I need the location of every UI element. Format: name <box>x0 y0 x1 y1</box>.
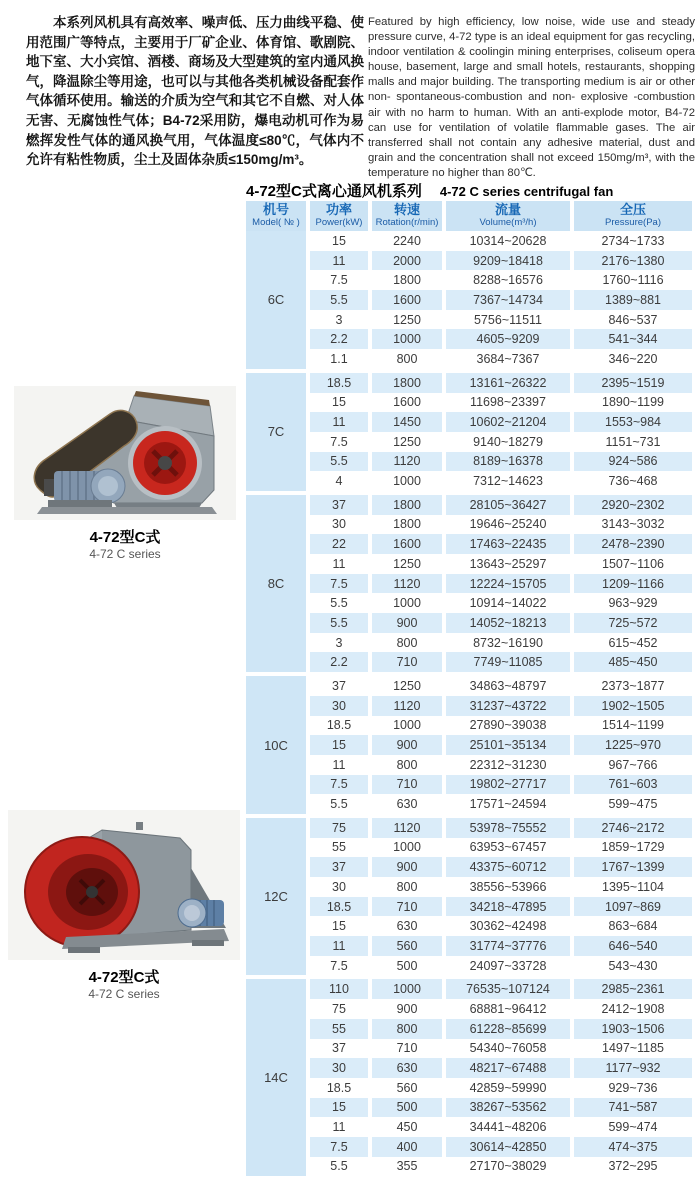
volume-cell: 61228~85699 <box>446 1019 570 1039</box>
table-row <box>246 818 692 838</box>
power-cell: 11 <box>310 554 368 574</box>
rotation-cell: 900 <box>372 613 442 633</box>
table-row <box>246 1098 692 1118</box>
pressure-cell: 2920~2302 <box>574 495 692 515</box>
pressure-cell: 474~375 <box>574 1137 692 1157</box>
pressure-cell: 2176~1380 <box>574 251 692 271</box>
volume-cell: 31774~37776 <box>446 936 570 956</box>
rotation-cell: 710 <box>372 1039 442 1059</box>
volume-cell: 43375~60712 <box>446 857 570 877</box>
table-row <box>246 1039 692 1059</box>
col-header-rotation-en: Rotation(r/min) <box>375 217 439 228</box>
volume-cell: 8732~16190 <box>446 633 570 653</box>
rotation-cell: 2000 <box>372 251 442 271</box>
pressure-cell: 1760~1116 <box>574 270 692 290</box>
power-cell: 37 <box>310 1039 368 1059</box>
table-row <box>246 495 692 515</box>
pressure-cell: 3143~3032 <box>574 515 692 535</box>
col-header-pressure-zh: 全压 <box>619 202 646 217</box>
col-header-volume <box>446 201 570 231</box>
rotation-cell: 1800 <box>372 495 442 515</box>
pressure-cell: 346~220 <box>574 349 692 369</box>
power-cell: 18.5 <box>310 373 368 393</box>
pressure-cell: 761~603 <box>574 775 692 795</box>
pressure-cell: 372~295 <box>574 1157 692 1177</box>
volume-cell: 42859~59990 <box>446 1078 570 1098</box>
power-cell: 7.5 <box>310 775 368 795</box>
rotation-cell: 1450 <box>372 412 442 432</box>
power-cell: 3 <box>310 633 368 653</box>
power-cell: 15 <box>310 916 368 936</box>
fan-photo-belt-drive <box>14 386 236 520</box>
model-cell: 6C <box>246 231 306 369</box>
rotation-cell: 1000 <box>372 471 442 491</box>
rotation-cell: 1000 <box>372 593 442 613</box>
pressure-cell: 1497~1185 <box>574 1039 692 1059</box>
rotation-cell: 710 <box>372 897 442 917</box>
col-header-power-en: Power(kW) <box>315 217 363 228</box>
pressure-cell: 1859~1729 <box>574 838 692 858</box>
volume-cell: 19802~27717 <box>446 775 570 795</box>
power-cell: 5.5 <box>310 290 368 310</box>
table-row <box>246 716 692 736</box>
volume-cell: 13643~25297 <box>446 554 570 574</box>
pressure-cell: 1514~1199 <box>574 716 692 736</box>
power-cell: 75 <box>310 999 368 1019</box>
col-header-rotation-zh: 转速 <box>393 202 420 217</box>
product-caption-en: 4-72 C series <box>88 987 160 1001</box>
pressure-cell: 541~344 <box>574 329 692 349</box>
table-row <box>246 857 692 877</box>
table-row <box>246 471 692 491</box>
product-caption <box>14 529 236 562</box>
table-row <box>246 999 692 1019</box>
volume-cell: 14052~18213 <box>446 613 570 633</box>
table-row <box>246 412 692 432</box>
model-cell: 8C <box>246 495 306 672</box>
volume-cell: 8288~16576 <box>446 270 570 290</box>
rotation-cell: 1120 <box>372 452 442 472</box>
pressure-cell: 736~468 <box>574 471 692 491</box>
rotation-cell: 1120 <box>372 818 442 838</box>
rotation-cell: 355 <box>372 1157 442 1177</box>
rotation-cell: 1250 <box>372 676 442 696</box>
power-cell: 15 <box>310 393 368 413</box>
col-header-rotation <box>372 201 442 231</box>
table-row <box>246 916 692 936</box>
volume-cell: 13161~26322 <box>446 373 570 393</box>
volume-cell: 5756~11511 <box>446 310 570 330</box>
rotation-cell: 560 <box>372 1078 442 1098</box>
product-caption-zh: 4-72型C式 <box>88 969 160 986</box>
power-cell: 5.5 <box>310 1157 368 1177</box>
rotation-cell: 1000 <box>372 838 442 858</box>
rotation-cell: 800 <box>372 755 442 775</box>
volume-cell: 28105~36427 <box>446 495 570 515</box>
col-header-volume-en: Volume(m³/h) <box>479 217 537 228</box>
volume-cell: 30362~42498 <box>446 916 570 936</box>
volume-cell: 17463~22435 <box>446 534 570 554</box>
table-row <box>246 574 692 594</box>
volume-cell: 48217~67488 <box>446 1058 570 1078</box>
product-caption <box>8 969 240 1002</box>
col-header-power-zh: 功率 <box>325 202 352 217</box>
model-cell: 14C <box>246 979 306 1176</box>
table-row <box>246 452 692 472</box>
rotation-cell: 1250 <box>372 554 442 574</box>
product-caption-en: 4-72 C series <box>89 547 161 561</box>
rotation-cell: 630 <box>372 794 442 814</box>
pressure-cell: 1890~1199 <box>574 393 692 413</box>
pressure-cell: 1767~1399 <box>574 857 692 877</box>
table-row <box>246 755 692 775</box>
volume-cell: 24097~33728 <box>446 956 570 976</box>
volume-cell: 34863~48797 <box>446 676 570 696</box>
rotation-cell: 710 <box>372 652 442 672</box>
volume-cell: 34218~47895 <box>446 897 570 917</box>
power-cell: 3 <box>310 310 368 330</box>
power-cell: 18.5 <box>310 1078 368 1098</box>
table-row <box>246 1117 692 1137</box>
power-cell: 37 <box>310 495 368 515</box>
volume-cell: 27170~38029 <box>446 1157 570 1177</box>
table-row <box>246 652 692 672</box>
pressure-cell: 485~450 <box>574 652 692 672</box>
pressure-cell: 2746~2172 <box>574 818 692 838</box>
power-cell: 7.5 <box>310 956 368 976</box>
col-header-volume-zh: 流量 <box>494 202 521 217</box>
pressure-cell: 725~572 <box>574 613 692 633</box>
power-cell: 37 <box>310 857 368 877</box>
pressure-cell: 863~684 <box>574 916 692 936</box>
rotation-cell: 1250 <box>372 432 442 452</box>
power-cell: 11 <box>310 412 368 432</box>
pressure-cell: 543~430 <box>574 956 692 976</box>
power-cell: 30 <box>310 696 368 716</box>
table-row <box>246 534 692 554</box>
model-cell: 10C <box>246 676 306 814</box>
volume-cell: 11698~23397 <box>446 393 570 413</box>
power-cell: 37 <box>310 676 368 696</box>
rotation-cell: 400 <box>372 1137 442 1157</box>
pressure-cell: 741~587 <box>574 1098 692 1118</box>
rotation-cell: 1250 <box>372 310 442 330</box>
volume-cell: 25101~35134 <box>446 735 570 755</box>
pressure-cell: 1151~731 <box>574 432 692 452</box>
table-row <box>246 735 692 755</box>
power-cell: 7.5 <box>310 270 368 290</box>
table-row <box>246 897 692 917</box>
col-header-pressure <box>574 201 692 231</box>
rotation-cell: 560 <box>372 936 442 956</box>
volume-cell: 54340~76058 <box>446 1039 570 1059</box>
rotation-cell: 800 <box>372 1019 442 1039</box>
rotation-cell: 450 <box>372 1117 442 1137</box>
rotation-cell: 1600 <box>372 393 442 413</box>
pressure-cell: 2373~1877 <box>574 676 692 696</box>
table-row <box>246 1137 692 1157</box>
rotation-cell: 630 <box>372 916 442 936</box>
pressure-cell: 967~766 <box>574 755 692 775</box>
pressure-cell: 929~736 <box>574 1078 692 1098</box>
pressure-cell: 646~540 <box>574 936 692 956</box>
rotation-cell: 710 <box>372 775 442 795</box>
volume-cell: 7749~11085 <box>446 652 570 672</box>
rotation-cell: 1000 <box>372 716 442 736</box>
rotation-cell: 1600 <box>372 290 442 310</box>
power-cell: 5.5 <box>310 613 368 633</box>
pressure-cell: 1903~1506 <box>574 1019 692 1039</box>
table-row <box>246 633 692 653</box>
section-title <box>246 180 613 201</box>
power-cell: 5.5 <box>310 794 368 814</box>
power-cell: 7.5 <box>310 574 368 594</box>
pressure-cell: 1209~1166 <box>574 574 692 594</box>
pressure-cell: 1553~984 <box>574 412 692 432</box>
power-cell: 4 <box>310 471 368 491</box>
table-row <box>246 979 692 999</box>
power-cell: 30 <box>310 877 368 897</box>
pressure-cell: 1902~1505 <box>574 696 692 716</box>
volume-cell: 30614~42850 <box>446 1137 570 1157</box>
power-cell: 15 <box>310 231 368 251</box>
section-title-en: 4-72 C series centrifugal fan <box>439 184 614 199</box>
rotation-cell: 1800 <box>372 270 442 290</box>
model-cell: 7C <box>246 373 306 491</box>
rotation-cell: 1120 <box>372 574 442 594</box>
fan-photo-red-inlet <box>8 810 240 960</box>
power-cell: 110 <box>310 979 368 999</box>
power-cell: 30 <box>310 515 368 535</box>
table-row <box>246 251 692 271</box>
volume-cell: 7312~14623 <box>446 471 570 491</box>
power-cell: 18.5 <box>310 716 368 736</box>
rotation-cell: 1800 <box>372 373 442 393</box>
power-cell: 5.5 <box>310 593 368 613</box>
volume-cell: 38267~53562 <box>446 1098 570 1118</box>
volume-cell: 53978~75552 <box>446 818 570 838</box>
rotation-cell: 500 <box>372 1098 442 1118</box>
volume-cell: 7367~14734 <box>446 290 570 310</box>
rotation-cell: 1000 <box>372 979 442 999</box>
power-cell: 11 <box>310 1117 368 1137</box>
pressure-cell: 599~474 <box>574 1117 692 1137</box>
pressure-cell: 846~537 <box>574 310 692 330</box>
pressure-cell: 2412~1908 <box>574 999 692 1019</box>
volume-cell: 10914~14022 <box>446 593 570 613</box>
volume-cell: 63953~67457 <box>446 838 570 858</box>
product-caption-zh: 4-72型C式 <box>89 529 161 546</box>
table-row <box>246 290 692 310</box>
rotation-cell: 500 <box>372 956 442 976</box>
volume-cell: 22312~31230 <box>446 755 570 775</box>
rotation-cell: 630 <box>372 1058 442 1078</box>
table-row <box>246 676 692 696</box>
power-cell: 2.2 <box>310 652 368 672</box>
col-header-model-en: Model( № ) <box>252 217 300 228</box>
rotation-cell: 1000 <box>372 329 442 349</box>
power-cell: 15 <box>310 1098 368 1118</box>
pressure-cell: 1225~970 <box>574 735 692 755</box>
table-row <box>246 877 692 897</box>
table-row <box>246 1019 692 1039</box>
power-cell: 11 <box>310 755 368 775</box>
table-row <box>246 231 692 251</box>
table-row <box>246 593 692 613</box>
pressure-cell: 2478~2390 <box>574 534 692 554</box>
power-cell: 5.5 <box>310 452 368 472</box>
power-cell: 55 <box>310 838 368 858</box>
col-header-power <box>310 201 368 231</box>
model-cell: 12C <box>246 818 306 976</box>
volume-cell: 4605~9209 <box>446 329 570 349</box>
pressure-cell: 615~452 <box>574 633 692 653</box>
table-row <box>246 775 692 795</box>
volume-cell: 27890~39038 <box>446 716 570 736</box>
rotation-cell: 900 <box>372 735 442 755</box>
table-row <box>246 1058 692 1078</box>
product-figure-1 <box>14 386 236 562</box>
table-row <box>246 515 692 535</box>
volume-cell: 38556~53966 <box>446 877 570 897</box>
rotation-cell: 1600 <box>372 534 442 554</box>
power-cell: 55 <box>310 1019 368 1039</box>
pressure-cell: 2395~1519 <box>574 373 692 393</box>
col-header-model <box>246 201 306 231</box>
volume-cell: 10314~20628 <box>446 231 570 251</box>
volume-cell: 31237~43722 <box>446 696 570 716</box>
power-cell: 11 <box>310 251 368 271</box>
power-cell: 30 <box>310 1058 368 1078</box>
pressure-cell: 1389~881 <box>574 290 692 310</box>
volume-cell: 34441~48206 <box>446 1117 570 1137</box>
volume-cell: 19646~25240 <box>446 515 570 535</box>
pressure-cell: 599~475 <box>574 794 692 814</box>
volume-cell: 76535~107124 <box>446 979 570 999</box>
table-row <box>246 393 692 413</box>
table-row <box>246 1157 692 1177</box>
rotation-cell: 1120 <box>372 696 442 716</box>
power-cell: 7.5 <box>310 432 368 452</box>
table-row <box>246 329 692 349</box>
power-cell: 2.2 <box>310 329 368 349</box>
power-cell: 15 <box>310 735 368 755</box>
table-row <box>246 696 692 716</box>
rotation-cell: 800 <box>372 633 442 653</box>
table-row <box>246 554 692 574</box>
table-row <box>246 349 692 369</box>
volume-cell: 17571~24594 <box>446 794 570 814</box>
table-row <box>246 794 692 814</box>
rotation-cell: 800 <box>372 349 442 369</box>
table-header-row <box>246 201 692 231</box>
volume-cell: 8189~16378 <box>446 452 570 472</box>
table-row <box>246 613 692 633</box>
pressure-cell: 1507~1106 <box>574 554 692 574</box>
table-row <box>246 373 692 393</box>
table-row <box>246 270 692 290</box>
pressure-cell: 1395~1104 <box>574 877 692 897</box>
product-figure-2 <box>8 810 240 1002</box>
power-cell: 7.5 <box>310 1137 368 1157</box>
pressure-cell: 1177~932 <box>574 1058 692 1078</box>
pressure-cell: 2985~2361 <box>574 979 692 999</box>
pressure-cell: 1097~869 <box>574 897 692 917</box>
volume-cell: 10602~21204 <box>446 412 570 432</box>
volume-cell: 9209~18418 <box>446 251 570 271</box>
power-cell: 22 <box>310 534 368 554</box>
power-cell: 18.5 <box>310 897 368 917</box>
table-row <box>246 310 692 330</box>
volume-cell: 68881~96412 <box>446 999 570 1019</box>
table-row <box>246 432 692 452</box>
table-row <box>246 838 692 858</box>
rotation-cell: 2240 <box>372 231 442 251</box>
rotation-cell: 800 <box>372 877 442 897</box>
rotation-cell: 900 <box>372 857 442 877</box>
table-row <box>246 1078 692 1098</box>
rotation-cell: 1800 <box>372 515 442 535</box>
power-cell: 1.1 <box>310 349 368 369</box>
intro-paragraph-zh: 本系列风机具有高效率、噪声低、压力曲线平稳、使用范围广等特点，主要用于厂矿企业、体育馆、歌剧院、地下室、大小宾馆、酒楼、商场及大型建筑的室内通风换气，降温除尘等用途，也可以与其他各类机械设备配套作气体循环使用。输送的介质为空气和其它不自燃、对人体无害、无腐蚀性气体；B4-72采用防，爆电动机可作为易燃挥发性气体的通风换气用，气体温度≤80℃，气体内不允许有粘性物质，尘土及固体杂质≤150mg/m³。 <box>26 15 364 168</box>
intro-paragraph-en: Featured by high efficiency, low noise, wide use and steady pressure curve, 4-72 type is an ideal equipment for gas recycling, indoor ventilation & coolingin mining enterprises, coliseum opera house, basement, large and small hotels, restaurants, shopping malls and major building. The transporting medium is air or other non- spontaneous-combustion and non- explosive -combustion air with no harm to human. With an anti-explode motor, B4-72 can use for ventilation of volatile flammable gases. The air transferred shall not contain any adhesive material, dust and grain and the concentration shall not exceed 150mg/m³, with the temperature no higher than 80℃. <box>368 16 695 179</box>
col-header-model-zh: 机号 <box>262 202 289 217</box>
volume-cell: 12224~15705 <box>446 574 570 594</box>
pressure-cell: 2734~1733 <box>574 231 692 251</box>
pressure-cell: 924~586 <box>574 452 692 472</box>
pressure-cell: 963~929 <box>574 593 692 613</box>
table-row <box>246 956 692 976</box>
section-title-zh: 4-72型C式离心通风机系列 <box>246 183 422 200</box>
power-cell: 75 <box>310 818 368 838</box>
col-header-pressure-en: Pressure(Pa) <box>605 217 661 228</box>
volume-cell: 9140~18279 <box>446 432 570 452</box>
table-row <box>246 936 692 956</box>
volume-cell: 3684~7367 <box>446 349 570 369</box>
power-cell: 11 <box>310 936 368 956</box>
rotation-cell: 900 <box>372 999 442 1019</box>
spec-table <box>242 201 696 1176</box>
